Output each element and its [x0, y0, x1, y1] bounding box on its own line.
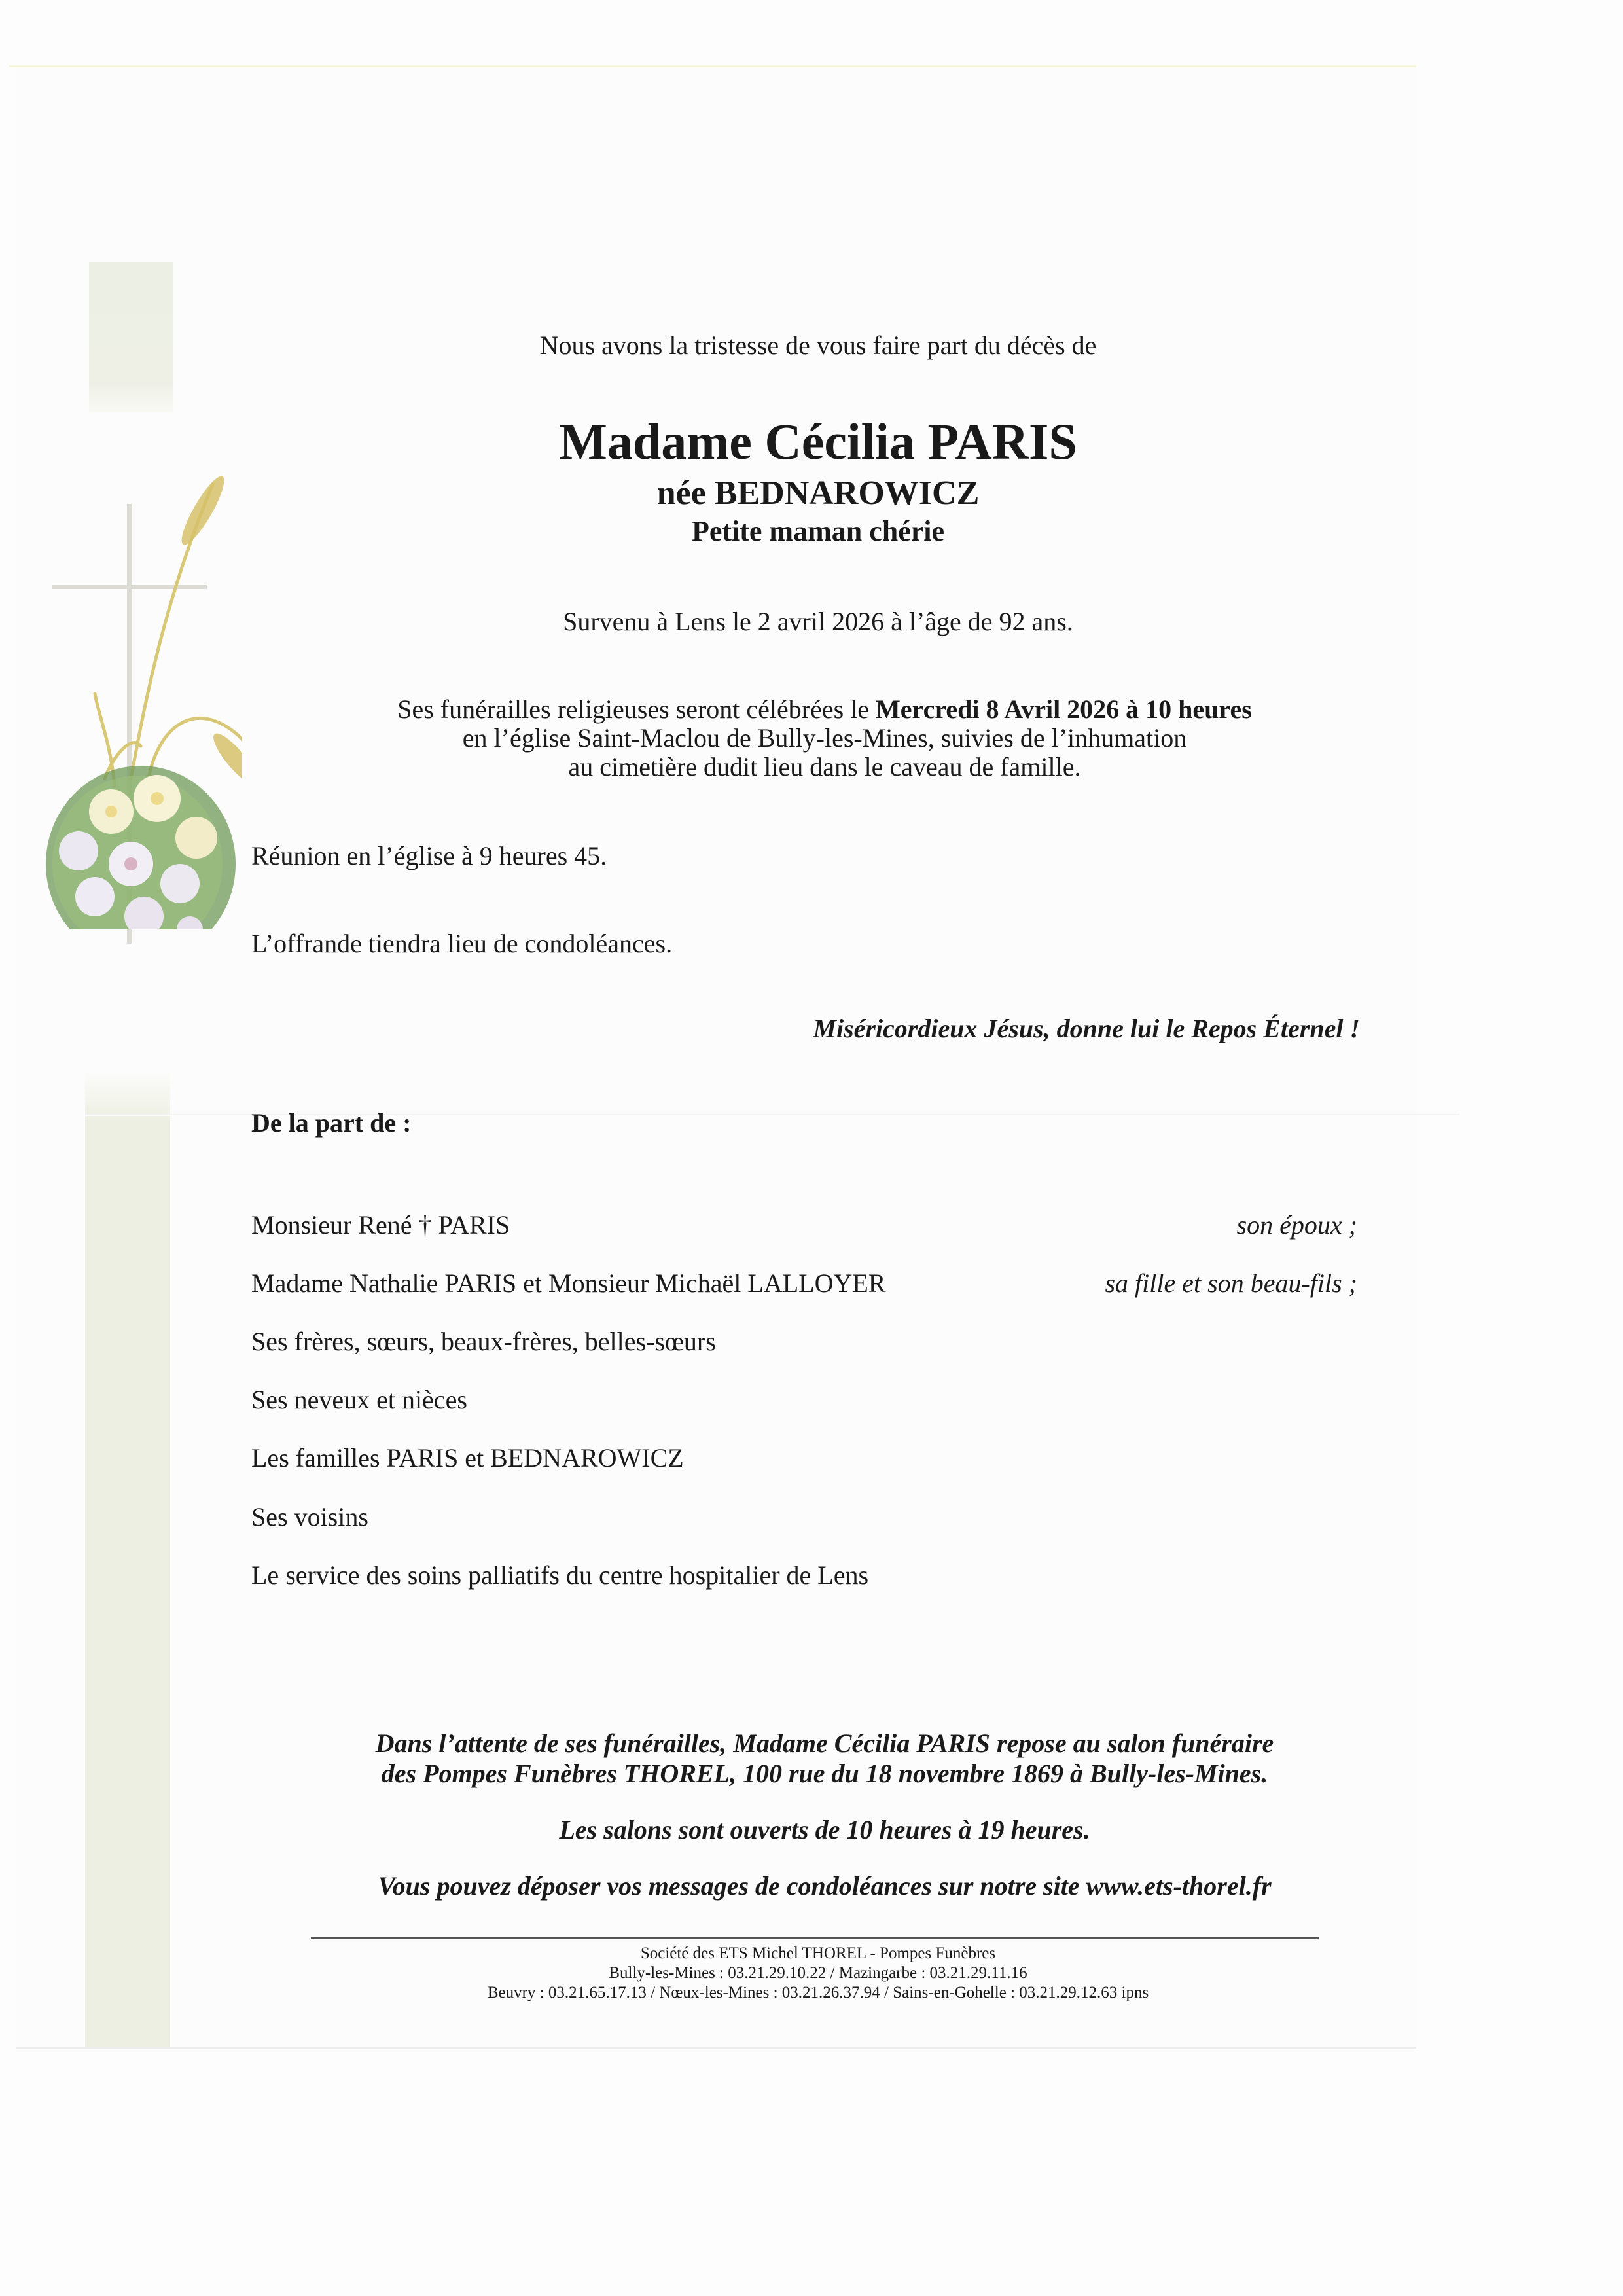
- offering-info: L’offrande tiendra lieu de condoléances.: [251, 929, 673, 958]
- deceased-name: Madame Cécilia PARIS: [559, 413, 1077, 470]
- meeting-info: Réunion en l’église à 9 heures 45.: [251, 841, 607, 870]
- maiden-name: née BEDNAROWICZ: [656, 475, 980, 512]
- family-row: [251, 1443, 1357, 1471]
- salon-hours: Les salons sont ouverts de 10 heures à 19 heures.: [559, 1815, 1090, 1844]
- epithet: Petite maman chérie: [691, 515, 945, 547]
- website-info: Vous pouvez déposer vos messages de condoléances sur notre site www.ets-thorel.fr: [378, 1871, 1272, 1901]
- family-relation: son époux ;: [1236, 1210, 1357, 1240]
- rest-info-line-1: Dans l’attente de ses funérailles, Madame Cécilia PARIS repose au salon funéraire: [375, 1729, 1274, 1758]
- family-name: Le service des soins palliatifs du centre hospitalier de Lens: [251, 1560, 869, 1590]
- family-row: [251, 1384, 1357, 1413]
- family-name: Ses frères, sœurs, beaux-frères, belles-sœurs: [251, 1327, 716, 1356]
- footer-phones-1: Bully-les-Mines : 03.21.29.10.22 / Mazingarbe : 03.21.29.11.16: [609, 1964, 1027, 1982]
- footer-phones-2: Beuvry : 03.21.65.17.13 / Nœux-les-Mines : 03.21.26.37.94 / Sains-en-Gohelle : 03.21.29.12.63 ipns: [487, 1984, 1149, 2001]
- decorative-strip-fade: [85, 1073, 170, 1114]
- family-row: [251, 1268, 1357, 1297]
- death-info: Survenu à Lens le 2 avril 2026 à l’âge de 92 ans.: [563, 607, 1073, 636]
- funeral-prefix: Ses funérailles religieuses seront célébrées le: [397, 694, 876, 724]
- footer-company: Société des ETS Michel THOREL - Pompes Funèbres: [640, 1945, 996, 1962]
- family-name: Ses neveux et nièces: [251, 1385, 467, 1414]
- funeral-line-3: au cimetière dudit lieu dans le caveau de famille.: [568, 752, 1081, 781]
- funeral-line-2: en l’église Saint-Maclou de Bully-les-Mines, suivies de l’inhumation: [462, 723, 1187, 753]
- funeral-date: Mercredi 8 Avril 2026 à 10 heures: [876, 694, 1252, 724]
- family-name: Les familles PARIS et BEDNAROWICZ: [251, 1443, 684, 1473]
- family-name: Madame Nathalie PARIS et Monsieur Michaël LALLOYER: [251, 1268, 886, 1298]
- footer-rule: [311, 1937, 1319, 1939]
- rest-info-line-2: des Pompes Funèbres THOREL, 100 rue du 18 novembre 1869 à Bully-les-Mines.: [381, 1759, 1268, 1788]
- decorative-strip-bottom: [85, 1116, 170, 2047]
- family-row: [251, 1501, 1357, 1530]
- intro-text: Nous avons la tristesse de vous faire part du décès de: [539, 331, 1097, 360]
- funeral-line-1: [13, 696, 1623, 723]
- family-row: [251, 1560, 1357, 1588]
- top-rule: [9, 65, 1416, 67]
- family-relation: sa fille et son beau-fils ;: [1105, 1268, 1357, 1298]
- bottom-rule: [16, 2047, 1416, 2049]
- family-row: [251, 1210, 1357, 1238]
- from-heading: De la part de :: [251, 1108, 412, 1138]
- family-row: [251, 1326, 1357, 1355]
- family-name: Ses voisins: [251, 1502, 368, 1532]
- family-name: Monsieur René † PARIS: [251, 1210, 510, 1240]
- prayer: Miséricordieux Jésus, donne lui le Repos Éternel !: [813, 1014, 1360, 1043]
